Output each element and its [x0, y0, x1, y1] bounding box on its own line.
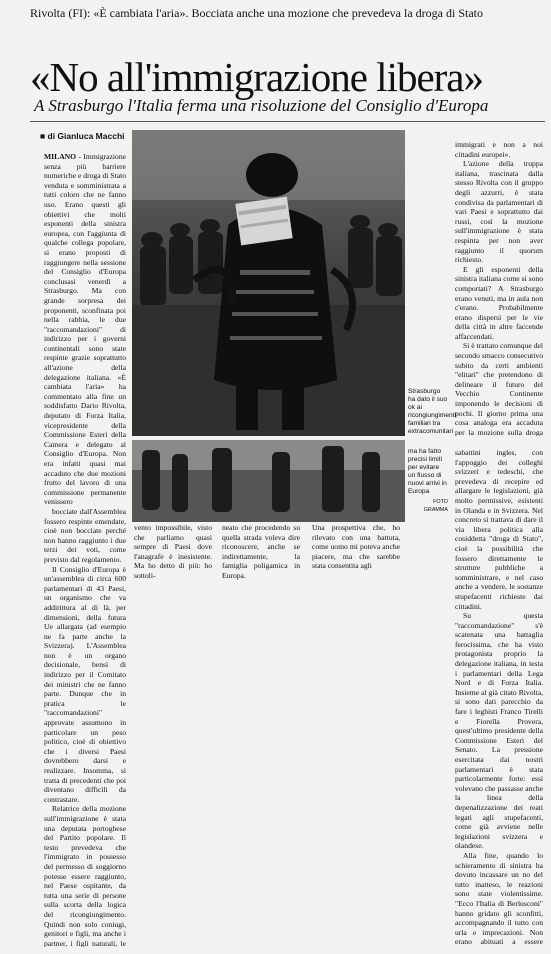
paragraph: neato che procedendo su quella strada voleva dire riconoscere, anche se indirettamente, la famiglia poligamica in Europa.	[222, 523, 300, 580]
byline: ■ di Gianluca Macchi	[40, 131, 125, 141]
paragraph: Il Consiglio d'Europa è un'assemblea di circa 600 parlamentari di 43 Paesi, un organismo che va addirittura al di là, per dimensioni, della futura Ue allargata (ad esempio ne fa parte anche la Svizzera). L'Assemblea non è un organo decisionale, bensì di indirizzo per il Comitato dei ministri che ne fanno parte. Dunque che in pratica le "raccomandazioni" approvate assumono in particolare un peso politico, cioè di obiettivo che i diversi Paesi dovrebbero darsi e realizzare. Insomma, si tratta di precedenti che poi diventano difficili da contrastare.	[44, 564, 126, 804]
main-photo	[132, 130, 405, 436]
secondary-photo	[132, 440, 405, 522]
photo-caption-2	[408, 448, 448, 514]
caption-text: Strasburgo ha dato il suo ok ai ricongiungimenti familiari tra extracomunitari	[408, 388, 457, 435]
photo-illustration-2	[132, 440, 405, 522]
headline-rule	[30, 121, 545, 122]
paragraph: Si è trattato comunque del secondo smacco consecutivo subito da certi ambienti "elitari" che pretendono di delineare il futuro del Vecchio Continente imponendo le decisioni di pochi. Il giorno prima una cosa analoga era accaduta per la mozione sulla droga	[455, 341, 543, 436]
photo-caption	[408, 388, 457, 436]
paragraph: sabattini ingles, con l'appoggio dei colleghi svizzeri e tedeschi, che prevedeva di recepire ed allargare le legislazioni, già molto permissive, esistenti in Olanda e in Svizzera. Nel concreto si trattava di dare il via libera politica alla cosiddetta "droga di Stato", cioè la possibilità che fossero direttamente le strutture pubbliche a somministrare, e nel caso anche a vendere, le sostanze stupefacenti richieste dai cittadini.	[455, 448, 543, 611]
paragraph	[44, 152, 126, 507]
photo-credit: FOTO GRAMMA	[423, 499, 448, 513]
subhead: A Strasburgo l'Italia ferma una risoluzione del Consiglio d'Europa	[34, 96, 489, 115]
photo-illustration	[132, 130, 405, 436]
paragraph: E gli esponenti della sinistra italiana come si sono comportati? A Strasburgo erano venuti, ma in aula non c'erano. Probabilmente erano dispersi per le vie della città in altre faccende affaccendati.	[455, 264, 543, 341]
paragraph: Una prospettiva che, ho rilevato con una battuta, come uomo mi poteva anche piacere, ma che sarebbe stata consentita agli	[312, 523, 400, 571]
paragraph: Alla fine, quando lo schieramento di sinistra ha dovuto incassare un no del tutto inatteso, le reazioni sono state violentissime. "Ecco l'Italia di Berlusconi" hanno gridato gli sconfitti, accompagnando il tutto con urla e imprecazioni. Non erano abituati a essere	[455, 850, 543, 947]
dateline-city: MILANO	[44, 152, 77, 161]
paragraph: Relatrice della mozione sull'immigrazione è stata una deputata portoghese del Partito popolare. Il testo prevedeva che l'immigrato in possesso del permesso di soggiorno potesse essere raggiunto, nel Paese ospitante, da tutta una serie di persone sulla scorta della logica del ricongiungimento. Quindi non solo coniugi, genitori e figli, ma anche i partner, i figli naturali, le	[44, 804, 126, 947]
paragraph-text: - Immigrazione senza più barriere numeriche e droga di Stato venduta e somministrata a tutti coloro che ne fanno uso. Erano questi gli obiettivi che molti esponenti della sinistra europea, con l'aggiunta di qualche collega popolare, si erano proposti di raggiungere nella sessione del Consiglio d'Europa conclusasi venerdì a Strasburgo. Ma con grande sorpresa dei proponenti, sconfinata poi nella rabbia, le due "raccomandazioni" di indirizzo per i governi continentali sono state respinte grazie soprattutto all'azione della delegazione italiana. «È cambiata l'aria» ha commentato alla fine un soddisfatto Dario Rivolta, deputato di Forza Italia, vicepresidente della Commissione Esteri della Camera e delegato al Consiglio d'Europa. Non era infatti quasi mai accaduto che due mozioni frutto del lavoro di una commissione permanente venissero	[44, 152, 126, 507]
caption-text-2: ma ha fatto precisi limiti per evitare un flusso di nuovi arrivi in Europa	[408, 448, 447, 495]
article-column-2a	[134, 523, 212, 583]
article-column-2c	[312, 523, 400, 583]
paragraph: immigrati e non a noi cittadini europei».	[455, 140, 543, 159]
paragraph: L'azione della truppa italiana, trascinata dalla stesso Rivolta con il gruppo degli azzurri, è stata condivisa da parlamentari di vari Paesi e soprattutto dai russi, così la mozione sull'immigrazione è stata respinta per non aver raggiunto il quorum richiesto.	[455, 159, 543, 265]
article-column-3-bottom	[455, 448, 543, 948]
paragraph: vento impossibile, visto che parliamo quasi sempre di Paesi dove l'anagrafe è inesistente. Ma ho detto di più: ho sottoli-	[134, 523, 212, 580]
article-column-2b	[222, 523, 300, 583]
kicker: Rivolta (FI): «È cambiata l'aria». Bocciata anche una mozione che prevedeva la droga di Stato	[30, 6, 483, 20]
paragraph: Su questa "raccomandazione" s'è scatenata una battaglia ferocissima, che ha visto protagonista proprio la delegazione italiana, in testa i parlamentari della Lega Nord e di Forza Italia. Insieme al già citato Rivolta, si sono dati parecchio da fare i leghisti Franco Tirelli e Fiorella Provera, quest'ultimo presidente della Commissione Esteri del Senato. La pressione esercitata dai nostri parlamentari è stata particolarmente forte: essi volevano che passasse anche la linea della depenalizzazione dei reati legati agli stupefacenti, come già avviene nelle legislazioni svizzera e olandese.	[455, 611, 543, 851]
article-column-3-top	[455, 140, 543, 436]
headline: «No all'immigrazione libera»	[30, 54, 484, 101]
paragraph: bocciate dall'Assemblea fossero respinte emendate, cioè non bocciate perché non hanno raggiunto i due terzi dei voti, come previsto dal regolamento.	[44, 506, 126, 564]
article-column-1	[44, 152, 126, 947]
byline-text: di Gianluca Macchi	[47, 131, 125, 141]
